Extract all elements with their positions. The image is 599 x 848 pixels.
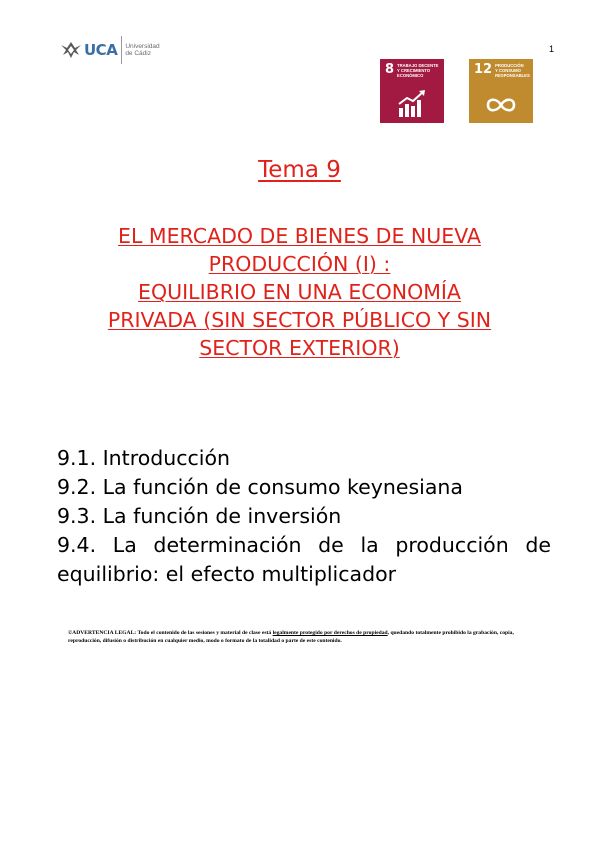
title-text: Tema 9 [258, 157, 341, 183]
page-number: 1 [548, 44, 554, 54]
subtitle-line-2 [50, 250, 549, 278]
uca-emblem-icon [60, 41, 82, 59]
growth-chart-icon [397, 90, 427, 118]
sdg-12-number: 12 [474, 62, 493, 77]
sdg-8-label [397, 63, 438, 78]
logo-short-name: UCA [84, 41, 118, 59]
subtitle-line-4 [50, 306, 549, 334]
legal-prefix: ©ADVERTENCIA LEGAL: Todo el contenido de las sesiones y material de clase está [68, 630, 273, 636]
legal-notice [68, 630, 542, 645]
table-of-contents [57, 444, 551, 589]
toc-item-9-4: 9.4. La determinación de la producción de equilibrio: el efecto multiplicador [57, 533, 551, 586]
subtitle-line-5 [50, 334, 549, 362]
sdg-12-label-line-1: PRODUCCIÓN [495, 63, 524, 68]
sdg-12-label-line-3: RESPONSABLES [495, 73, 530, 78]
page-title [0, 157, 599, 183]
toc-item-9-3: 9.3. La función de inversión [57, 504, 342, 528]
sdg-12-label-line-2: Y CONSUMO [495, 68, 521, 73]
sdg-8-badge [380, 59, 444, 123]
infinity-icon [485, 95, 517, 115]
logo-divider [121, 36, 122, 64]
subtitle-line-3-text: EQUILIBRIO EN UNA ECONOMÍA [138, 280, 461, 304]
subtitle-line-1 [50, 222, 549, 250]
toc-item-9-2: 9.2. La función de consumo keynesiana [57, 475, 463, 499]
sdg-8-label-line-2: Y CRECIMIENTO [397, 68, 431, 73]
subtitle-line-4-text: PRIVADA (SIN SECTOR PÚBLICO Y SIN [107, 308, 492, 332]
subtitle-line-5-text: SECTOR EXTERIOR) [199, 336, 400, 360]
university-logo [60, 36, 160, 64]
subtitle-line-1-text: EL MERCADO DE BIENES DE NUEVA [118, 224, 481, 248]
subtitle-line-2-text: PRODUCCIÓN (I) : [208, 252, 391, 276]
sdg-8-label-line-1: TRABAJO DECENTE [397, 63, 439, 68]
sdg-12-label [495, 63, 530, 78]
toc-item-9-1: 9.1. Introducción [57, 446, 231, 470]
legal-underlined: legalmente protegido por derechos de propiedad [272, 630, 388, 636]
logo-line-1: Universidad [125, 43, 160, 50]
subtitle-line-3 [50, 278, 549, 306]
sdg-12-badge [469, 59, 533, 123]
logo-line-2: de Cádiz [125, 50, 151, 57]
topic-subtitle [50, 222, 549, 362]
sdg-8-number: 8 [385, 62, 395, 77]
sdg-8-label-line-3: ECONÓMICO [397, 73, 424, 78]
legal-suffix: , quedando totalmente prohibido la grabación, copia, reproducción, difusión o distribución en cualquier medio, modo o formato de la totalidad o parte de este contenido. [68, 630, 514, 644]
logo-university-name [125, 43, 159, 57]
